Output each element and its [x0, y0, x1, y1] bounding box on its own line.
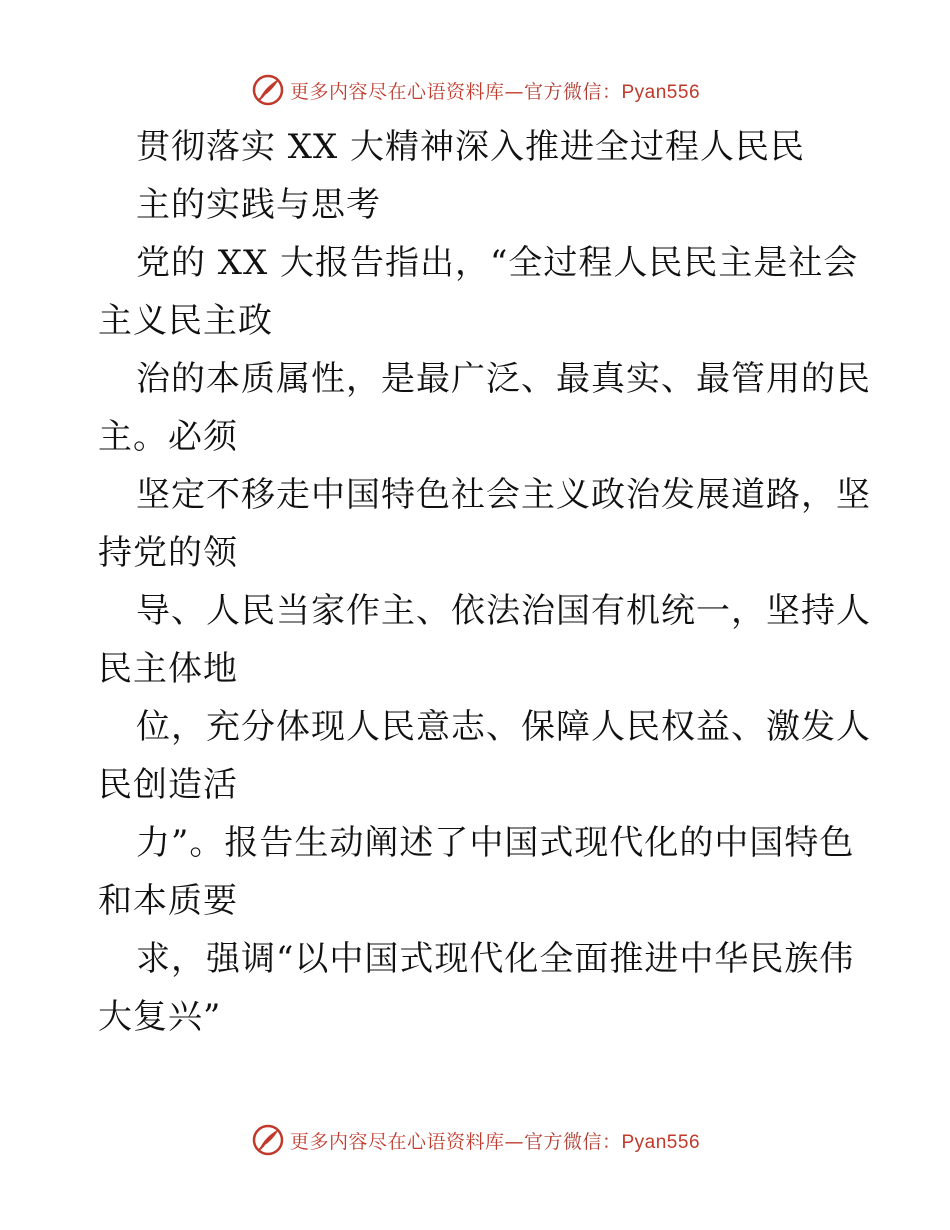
- paragraph-line: 力”。报告生动阐述了中国式现代化的中国特色: [136, 823, 855, 863]
- feather-quill-logo-icon: [250, 1122, 286, 1158]
- watermark-dash: —: [504, 1130, 524, 1153]
- footer-watermark: [0, 1120, 950, 1160]
- document-body: [98, 118, 871, 1046]
- watermark-main: 更多内容尽在心语资料库: [289, 1130, 505, 1153]
- watermark-dash: —: [504, 80, 524, 103]
- title-line-2: 主的实践与思考: [136, 185, 381, 225]
- paragraph-line: 位，充分体现人民意志、保障人民权益、激发人: [136, 707, 871, 747]
- paragraph-line: 求，强调“以中国式现代化全面推进中华民族伟: [136, 939, 855, 979]
- title-line-1: 贯彻落实 XX 大精神深入推进全过程人民民: [136, 127, 806, 167]
- watermark-id: Pyan556: [621, 81, 701, 103]
- paragraph-line: 和本质要: [98, 881, 238, 921]
- watermark-official: 官方微信：: [523, 1130, 622, 1153]
- watermark-id: Pyan556: [621, 1131, 701, 1153]
- paragraph-line: 民主体地: [98, 649, 238, 689]
- paragraph-line: 坚定不移走中国特色社会主义政治发展道路，坚: [136, 475, 871, 515]
- paragraph-line: 党的 XX 大报告指出，“全过程人民民主是社会: [136, 243, 859, 283]
- header-watermark: [0, 70, 950, 110]
- paragraph-line: 民创造活: [98, 765, 238, 805]
- paragraph-line: 大复兴”: [98, 997, 222, 1037]
- watermark-official: 官方微信：: [523, 80, 622, 103]
- paragraph-line: 导、人民当家作主、依法治国有机统一，坚持人: [136, 591, 871, 631]
- paragraph-line: 主义民主政: [98, 301, 273, 341]
- watermark-text: [290, 1127, 700, 1154]
- watermark-text: [290, 77, 700, 104]
- watermark-main: 更多内容尽在心语资料库: [289, 80, 505, 103]
- paragraph-line: 持党的领: [98, 533, 238, 573]
- feather-quill-logo-icon: [250, 72, 286, 108]
- paragraph-line: 治的本质属性，是最广泛、最真实、最管用的民: [136, 359, 871, 399]
- paragraph-line: 主。必须: [98, 417, 238, 457]
